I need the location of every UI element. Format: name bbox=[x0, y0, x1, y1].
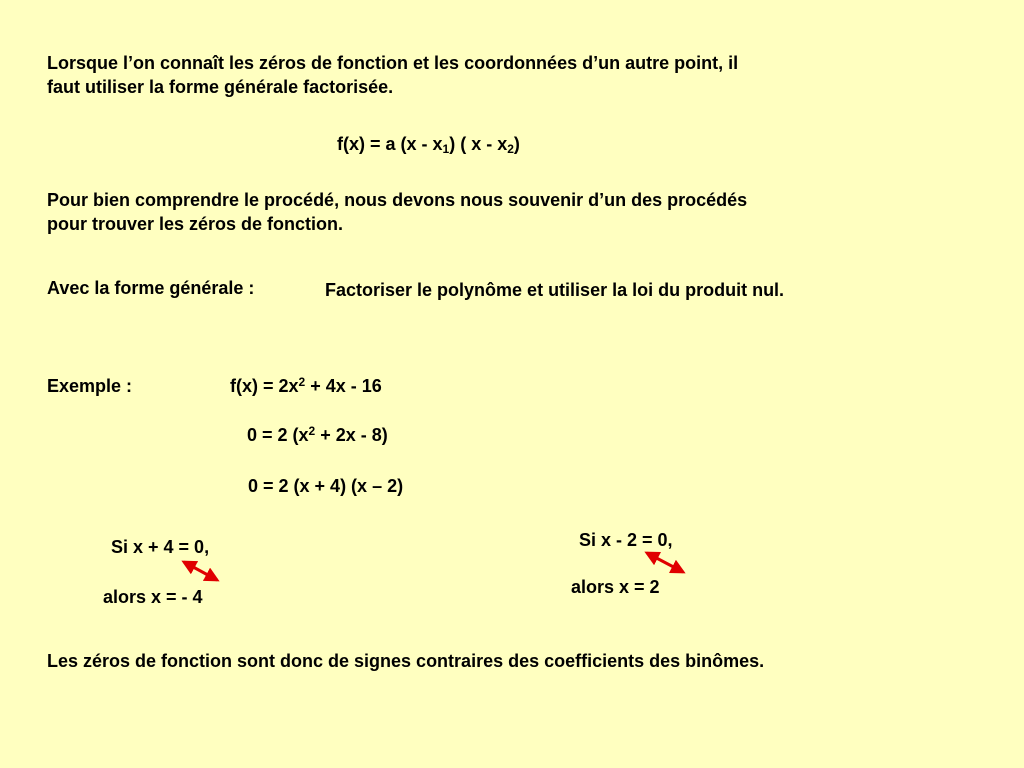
formula-part-a: f(x) = a (x - x bbox=[337, 134, 443, 154]
right-double-arrow bbox=[647, 553, 683, 572]
eq1-exponent: 2 bbox=[298, 375, 306, 389]
general-form-text: Factoriser le polynôme et utiliser la loi du produit nul. bbox=[325, 280, 785, 300]
general-form-label: Avec la forme générale : bbox=[47, 278, 255, 298]
formula-part-c: ) bbox=[513, 134, 520, 154]
reminder-line-2: pour trouver les zéros de fonction. bbox=[47, 214, 344, 234]
intro-line-1: Lorsque l’on connaît les zéros de fonction et les coordonnées d’un autre point, il bbox=[47, 53, 739, 73]
eq1-part-a: f(x) = 2x bbox=[230, 376, 299, 396]
eq2-part-b: + 2x - 8) bbox=[315, 425, 388, 445]
formula-part-b: ) ( x - x bbox=[449, 134, 508, 154]
eq2-exponent: 2 bbox=[308, 424, 316, 438]
intro-line-2: faut utiliser la forme générale factorisée. bbox=[47, 77, 394, 97]
example-equation-3: 0 = 2 (x + 4) (x – 2) bbox=[248, 476, 404, 496]
case-right-condition: Si x - 2 = 0, bbox=[579, 530, 673, 550]
formula-sub-2: 2 bbox=[507, 142, 514, 156]
formula-sub-1: 1 bbox=[442, 142, 450, 156]
eq2-part-a: 0 = 2 (x bbox=[247, 425, 309, 445]
case-left-condition: Si x + 4 = 0, bbox=[111, 537, 210, 557]
reminder-line-1: Pour bien comprendre le procédé, nous devons nous souvenir d’un des procédés bbox=[47, 190, 748, 210]
case-right-result: alors x = 2 bbox=[571, 577, 660, 597]
conclusion: Les zéros de fonction sont donc de signes contraires des coefficients des binômes. bbox=[47, 651, 765, 671]
eq1-part-b: + 4x - 16 bbox=[305, 376, 382, 396]
case-left-result: alors x = - 4 bbox=[103, 587, 203, 607]
left-double-arrow bbox=[184, 562, 217, 580]
example-label: Exemple : bbox=[47, 376, 133, 396]
